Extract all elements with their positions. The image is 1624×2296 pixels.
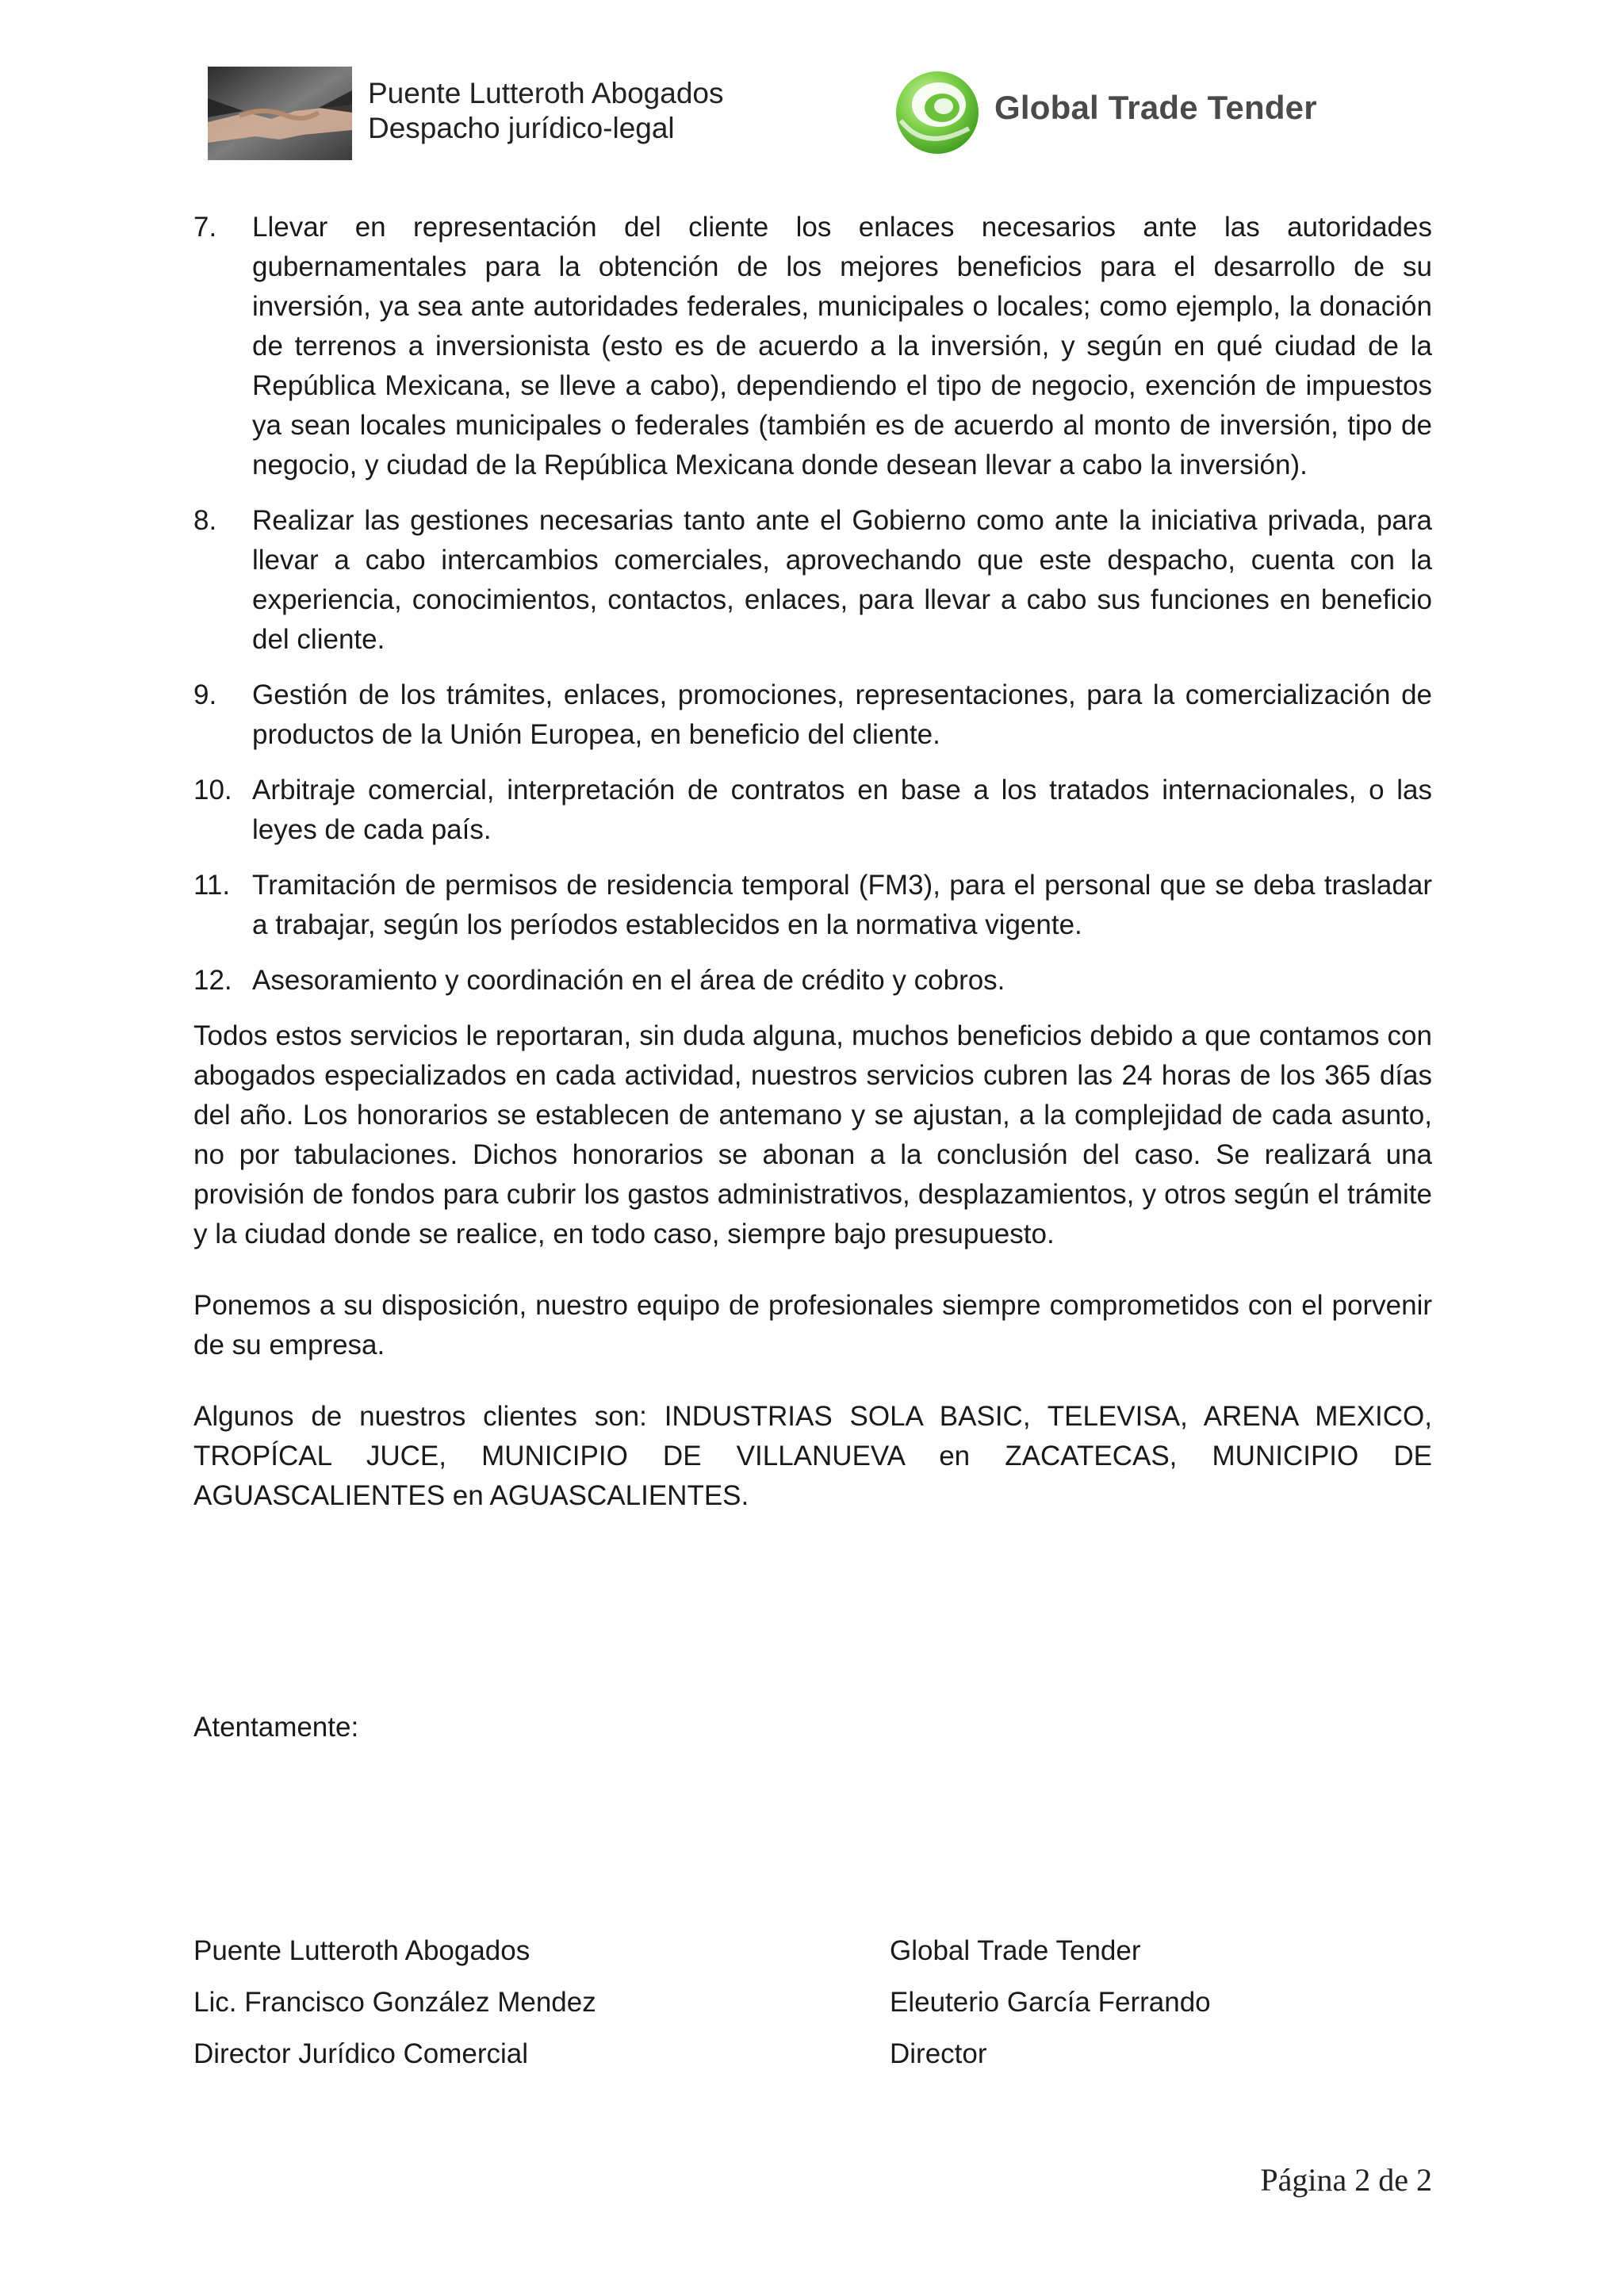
- list-item-text: Tramitación de permisos de residencia temporal (FM3), para el personal que se deba trasladar a trabajar, según los períodos establecidos en la normativa vigente.: [252, 870, 1432, 940]
- list-item: [193, 866, 1432, 945]
- list-item-text: Llevar en representación del cliente los enlaces necesarios ante las autoridades gubernamentales para la obtención de los mejores beneficios para el desarrollo de su inversión, ya sea ante autoridades federales, municipales o locales; como ejemplo, la donación de terrenos a inversionista (esto es de acuerdo a la inversión, y según en qué ciudad de la República Mexicana, se lleve a cabo), dependiendo el tipo de negocio, exención de impuestos ya sean locales municipales o federales (también es de acuerdo al monto de inversión, tipo de negocio, y ciudad de la República Mexicana donde desean llevar a cabo la inversión).: [252, 212, 1432, 480]
- list-item: [193, 675, 1432, 755]
- signature-org: Puente Lutteroth Abogados: [193, 1935, 530, 1966]
- closing-salutation: Atentamente:: [193, 1712, 359, 1743]
- paragraph-clients: Algunos de nuestros clientes son: INDUSTRIAS SOLA BASIC, TELEVISA, ARENA MEXICO, TROPÍCAL JUCE, MUNICIPIO DE VILLANUEVA en ZACATECAS, MUNICIPIO DE AGUASCALIENTES en AGUASCALIENTES.: [193, 1401, 1432, 1511]
- list-item-number: 7.: [193, 212, 217, 243]
- list-item: [193, 208, 1432, 485]
- services-list: [193, 208, 1432, 1001]
- firm-name: Puente Lutteroth Abogados: [368, 77, 724, 109]
- letterhead: [208, 65, 1350, 163]
- signature-block-right: [890, 1925, 1211, 2080]
- signature-org: Global Trade Tender: [890, 1935, 1141, 1966]
- list-item: [193, 501, 1432, 660]
- list-item-number: 9.: [193, 679, 217, 710]
- list-item: [193, 961, 1432, 1001]
- list-item-number: 12.: [193, 965, 232, 996]
- partner-name: Global Trade Tender: [994, 89, 1317, 126]
- list-item-text: Arbitraje comercial, interpretación de contratos en base a los tratados internacionales, o las leyes de cada país.: [252, 775, 1432, 845]
- signature-block-left: [193, 1925, 596, 2080]
- list-item-number: 10.: [193, 775, 232, 806]
- firm-tagline: Despacho jurídico-legal: [368, 112, 675, 144]
- green-swirl-logo-icon: [893, 65, 982, 159]
- letter-body: [193, 208, 1432, 1548]
- list-item-number: 11.: [193, 870, 231, 901]
- list-item-text: Asesoramiento y coordinación en el área de crédito y cobros.: [252, 965, 1005, 996]
- list-item-text: Realizar las gestiones necesarias tanto ante el Gobierno como ante la iniciativa privada, para llevar a cabo intercambios comerciales, aprovechando que este despacho, cuenta con la experiencia, conocimientos, contactos, enlaces, para llevar a cabo sus funciones en beneficio del cliente.: [252, 505, 1432, 655]
- list-item-text: Gestión de los trámites, enlaces, promociones, representaciones, para la comercialización de productos de la Unión Europea, en beneficio del cliente.: [252, 679, 1432, 750]
- signature-name: Eleuterio García Ferrando: [890, 1987, 1211, 2018]
- paragraph-services-benefits: Todos estos servicios le reportaran, sin duda alguna, muchos beneficios debido a que contamos con abogados especializados en cada actividad, nuestros servicios cubren las 24 horas de los 365 días del año. Los honorarios se establecen de antemano y se ajustan, a la complejidad de cada asunto, no por tabulaciones. Dichos honorarios se abonan a la conclusión del caso. Se realizará una provisión de fondos para cubrir los gastos administrativos, desplazamientos, y otros según el trámite y la ciudad donde se realice, en todo caso, siempre bajo presupuesto.: [193, 1020, 1432, 1249]
- signature-title: Director Jurídico Comercial: [193, 2038, 529, 2069]
- handshake-icon: [208, 67, 352, 160]
- signature-name: Lic. Francisco González Mendez: [193, 1987, 596, 2018]
- paragraph-team: Ponemos a su disposición, nuestro equipo de profesionales siempre comprometidos con el porvenir de su empresa.: [193, 1290, 1432, 1360]
- list-item-number: 8.: [193, 505, 217, 536]
- signature-title: Director: [890, 2038, 987, 2069]
- firm-name-block: [368, 76, 723, 146]
- list-item: [193, 771, 1432, 850]
- page-number: Página 2 de 2: [1260, 2162, 1432, 2198]
